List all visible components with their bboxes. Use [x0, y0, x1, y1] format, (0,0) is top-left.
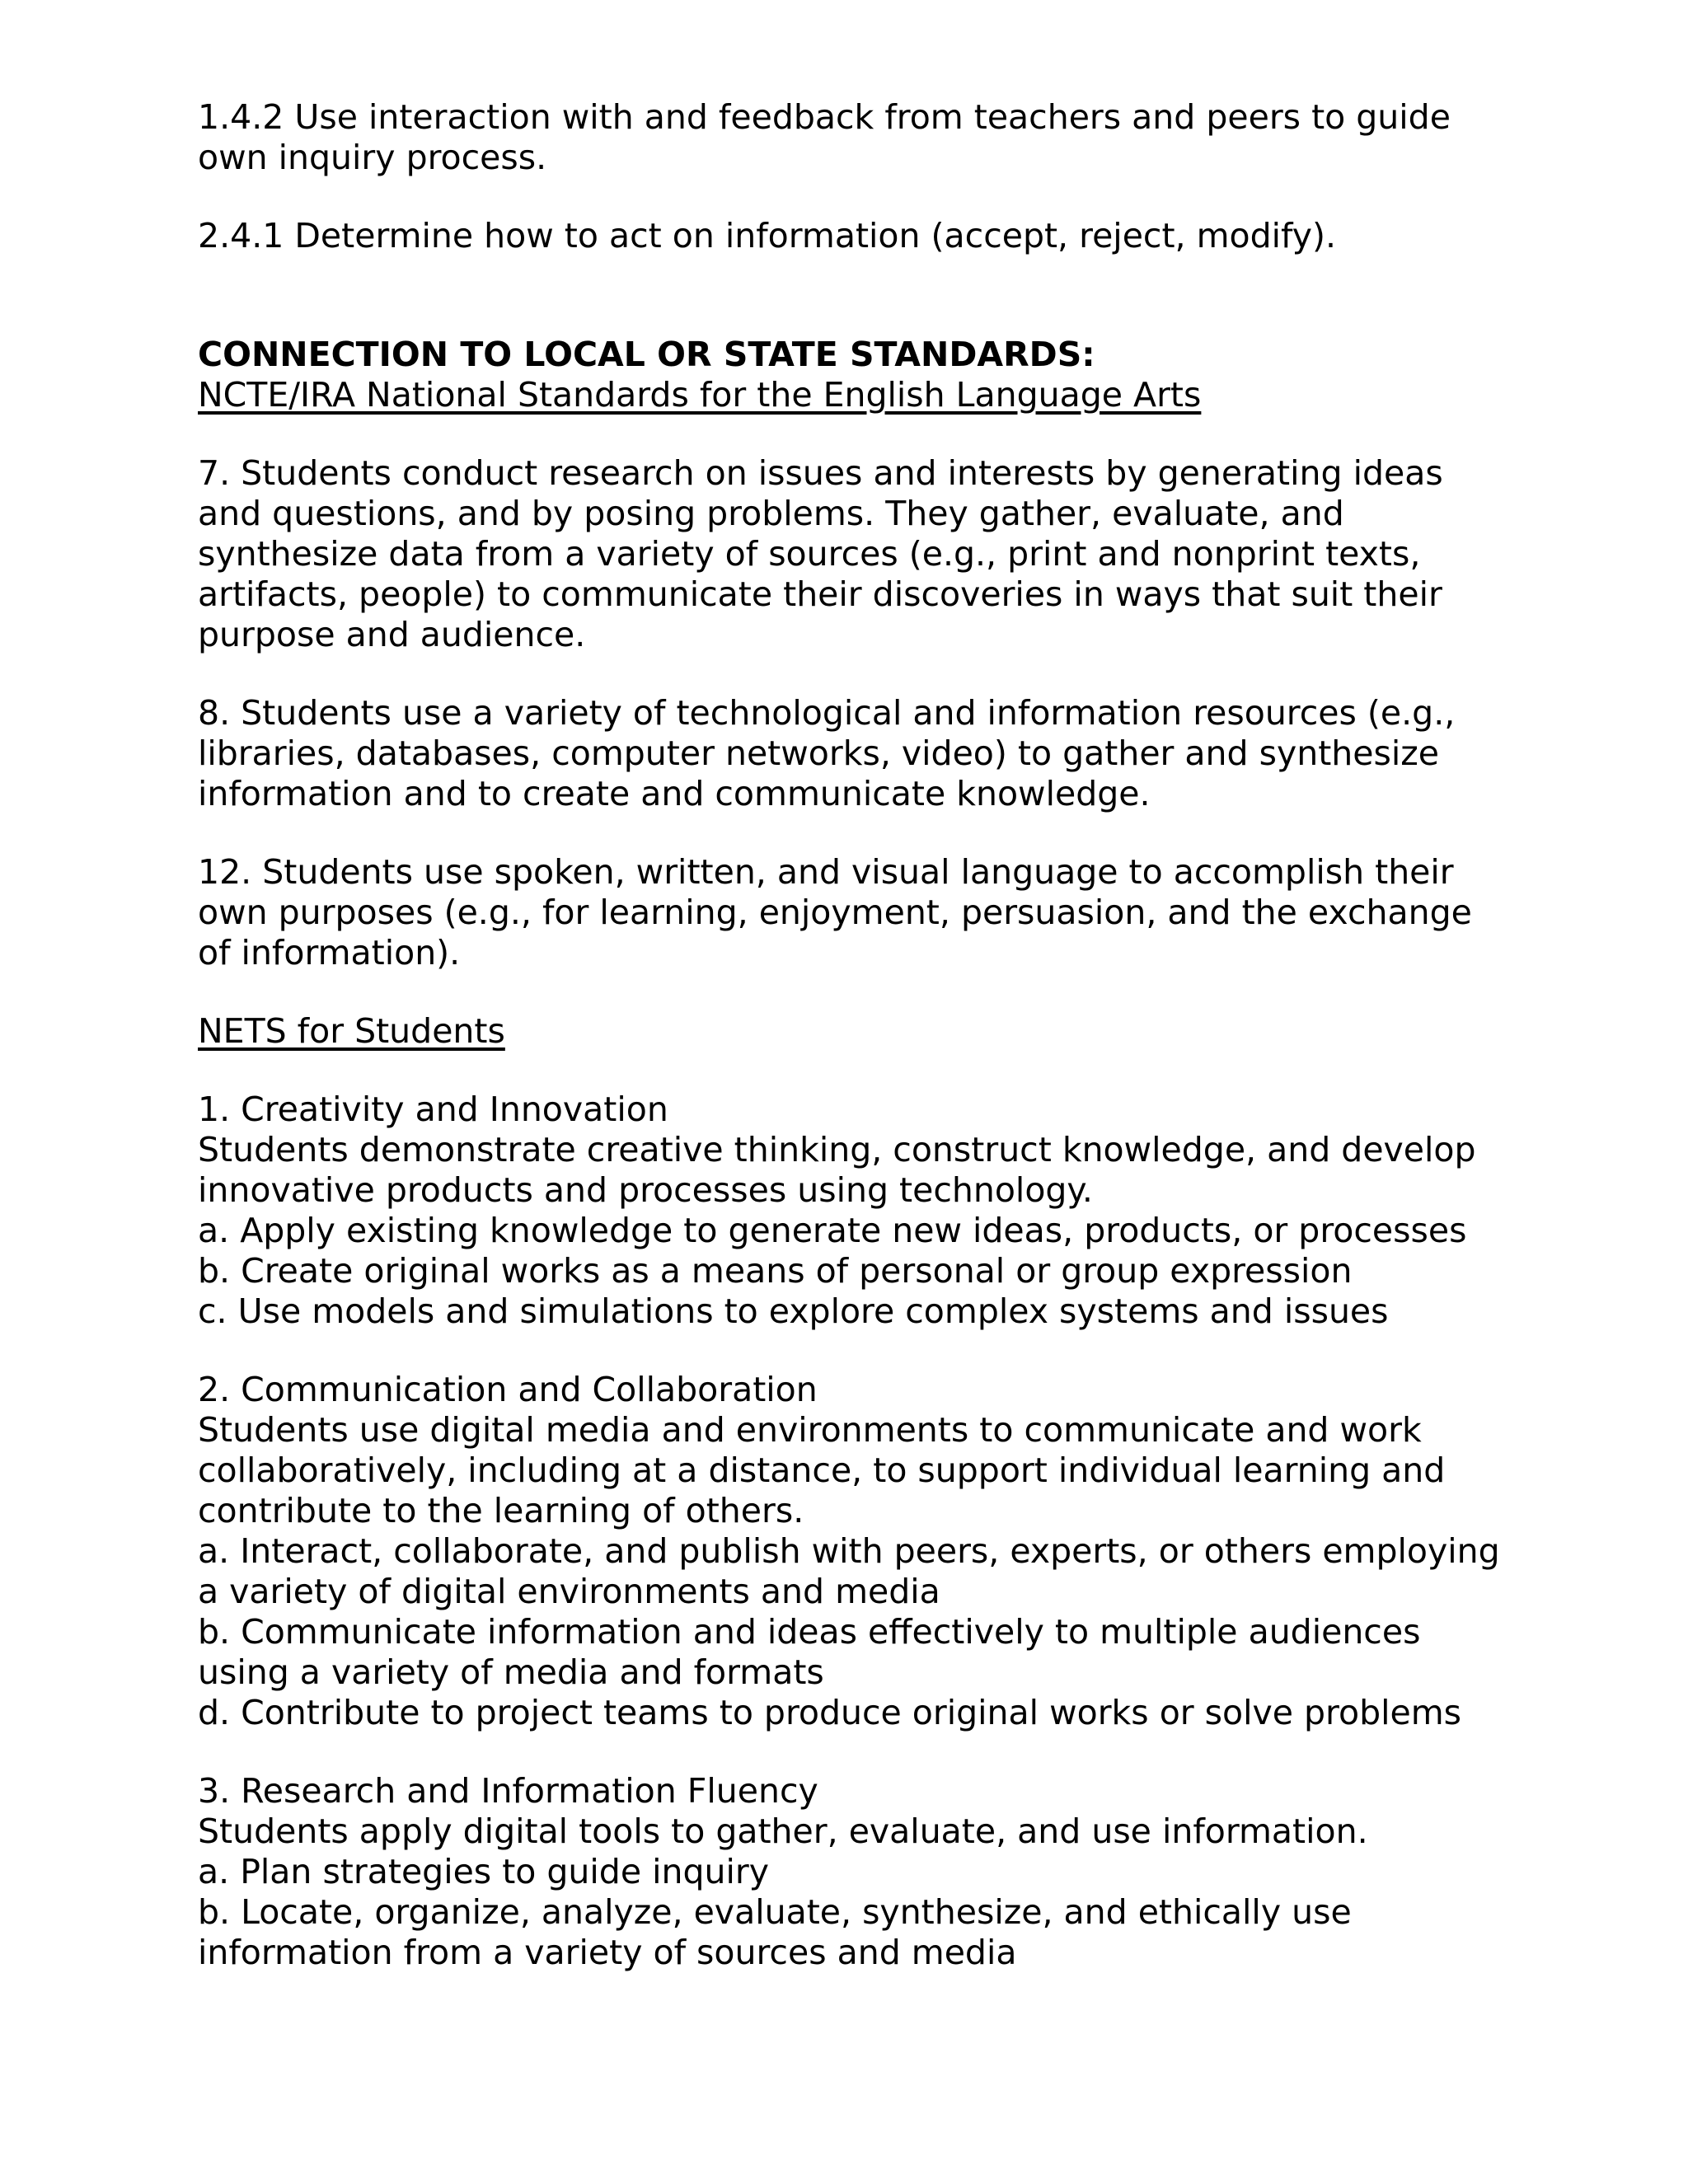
text-line: synthesize data from a variety of sources (e.g., print and nonprint texts,: [198, 534, 1421, 574]
text-line: 8. Students use a variety of technological and information resources (e.g.,: [198, 693, 1456, 733]
text-line: a variety of digital environments and media: [198, 1572, 940, 1611]
text-line: collaboratively, including at a distance, to support individual learning and: [198, 1451, 1446, 1490]
standard-1-4-2: [198, 97, 1533, 178]
standard-2-4-1: [198, 216, 1533, 256]
text-line: 2.4.1 Determine how to act on information (accept, reject, modify).: [198, 216, 1337, 255]
text-line: a. Plan strategies to guide inquiry: [198, 1852, 769, 1891]
text-line: own purposes (e.g., for learning, enjoyment, persuasion, and the exchange: [198, 893, 1472, 932]
connection-heading: CONNECTION TO LOCAL OR STATE STANDARDS:: [198, 335, 1095, 374]
nets-standard-2: [198, 1370, 1533, 1733]
text-line: Students demonstrate creative thinking, construct knowledge, and develop: [198, 1130, 1476, 1169]
nets-title: NETS for Students: [198, 1011, 505, 1051]
text-line: d. Contribute to project teams to produce original works or solve problems: [198, 1693, 1462, 1732]
text-line: 7. Students conduct research on issues and interests by generating ideas: [198, 453, 1443, 493]
text-line: information from a variety of sources and media: [198, 1933, 1017, 1972]
text-line: information and to create and communicate knowledge.: [198, 774, 1151, 813]
text-line: and questions, and by posing problems. They gather, evaluate, and: [198, 494, 1344, 533]
text-line: own inquiry process.: [198, 138, 547, 177]
ncte-standard-12: [198, 852, 1533, 973]
ncte-standards-title: NCTE/IRA National Standards for the English Language Arts: [198, 375, 1202, 415]
text-line: a. Interact, collaborate, and publish with peers, experts, or others employing: [198, 1531, 1500, 1571]
text-line: a. Apply existing knowledge to generate new ideas, products, or processes: [198, 1211, 1467, 1250]
text-line: innovative products and processes using technology.: [198, 1170, 1093, 1210]
nets-standard-3: [198, 1771, 1533, 1973]
text-line: b. Communicate information and ideas effectively to multiple audiences: [198, 1612, 1421, 1652]
nets-standard-1: [198, 1090, 1533, 1332]
text-line: artifacts, people) to communicate their discoveries in ways that suit their: [198, 574, 1442, 614]
text-line: contribute to the learning of others.: [198, 1491, 804, 1530]
text-line: 1. Creativity and Innovation: [198, 1090, 668, 1129]
text-line: purpose and audience.: [198, 615, 586, 654]
text-line: c. Use models and simulations to explore complex systems and issues: [198, 1291, 1389, 1331]
text-line: 2. Communication and Collaboration: [198, 1370, 818, 1409]
text-line: of information).: [198, 933, 461, 972]
text-line: b. Create original works as a means of personal or group expression: [198, 1251, 1353, 1291]
ncte-standard-8: [198, 693, 1533, 814]
text-line: 1.4.2 Use interaction with and feedback from teachers and peers to guide: [198, 97, 1451, 137]
text-line: Students apply digital tools to gather, evaluate, and use information.: [198, 1811, 1368, 1851]
ncte-standard-7: [198, 453, 1533, 655]
document-page: [198, 97, 1533, 1973]
text-line: using a variety of media and formats: [198, 1652, 824, 1692]
text-line: Students use digital media and environments to communicate and work: [198, 1410, 1422, 1450]
text-line: 3. Research and Information Fluency: [198, 1771, 818, 1811]
text-line: libraries, databases, computer networks, video) to gather and synthesize: [198, 733, 1439, 773]
text-line: 12. Students use spoken, written, and visual language to accomplish their: [198, 852, 1454, 892]
text-line: b. Locate, organize, analyze, evaluate, synthesize, and ethically use: [198, 1892, 1352, 1932]
